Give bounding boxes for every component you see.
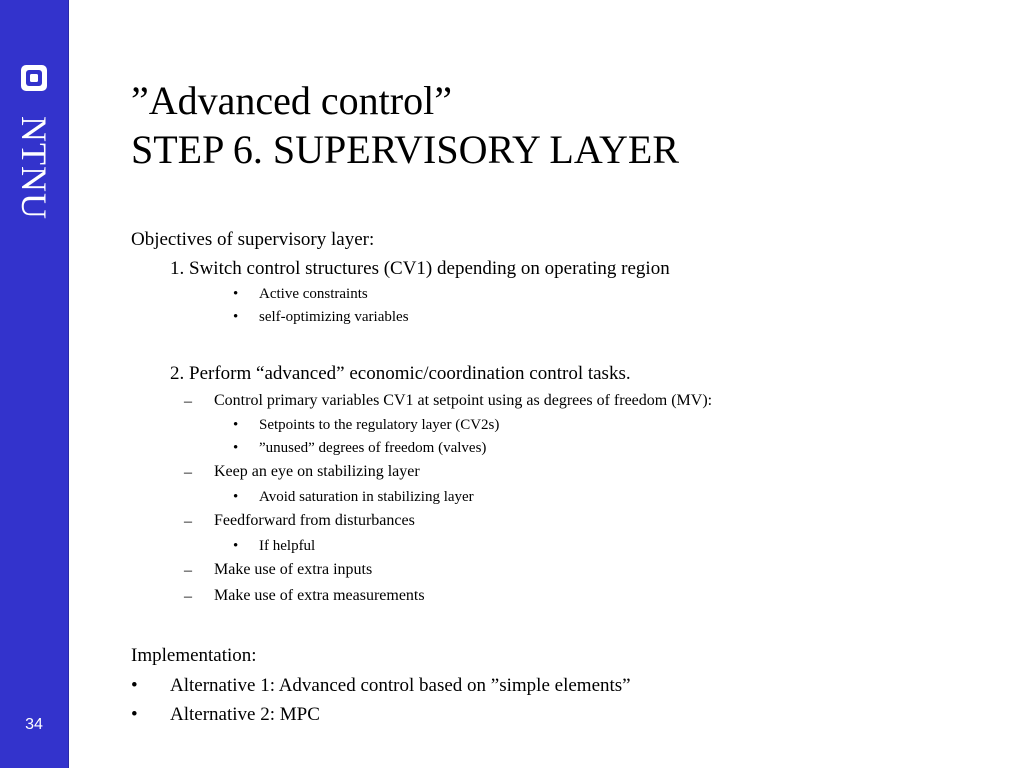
objective-item-2: 2. Perform “advanced” economic/coordination control tasks. xyxy=(170,363,631,384)
implementation-alternative-1: Alternative 1: Advanced control based on ”simple elements” xyxy=(170,675,631,696)
bullet-marker: • xyxy=(233,440,239,456)
slide-title xyxy=(131,76,679,174)
dash-marker: – xyxy=(184,464,192,481)
dash-marker: – xyxy=(184,588,192,605)
dash-marker: – xyxy=(184,562,192,579)
bullet-marker: • xyxy=(233,489,239,505)
implementation-heading: Implementation: xyxy=(131,645,257,666)
bullet-marker: • xyxy=(233,286,239,302)
objective-2-sub-3: Feedforward from disturbances xyxy=(214,512,415,529)
bullet-marker: • xyxy=(131,704,138,725)
dash-marker: – xyxy=(184,513,192,530)
objective-1-bullet-1: Active constraints xyxy=(259,286,368,302)
objective-2-sub-1-bullet-2: ”unused” degrees of freedom (valves) xyxy=(259,440,487,456)
objective-2-sub-1: Control primary variables CV1 at setpoint using as degrees of freedom (MV): xyxy=(214,392,713,409)
bullet-marker: • xyxy=(233,417,239,433)
bullet-marker: • xyxy=(233,538,239,554)
bullet-marker: • xyxy=(233,309,239,325)
sidebar xyxy=(0,0,68,768)
ntnu-logo-icon xyxy=(21,65,47,91)
brand-wordmark: NTNU xyxy=(14,116,54,220)
objective-2-sub-2: Keep an eye on stabilizing layer xyxy=(214,463,420,480)
sidebar-divider xyxy=(68,0,69,768)
title-line-2: STEP 6. SUPERVISORY LAYER xyxy=(131,127,680,172)
bullet-marker: • xyxy=(131,675,138,696)
page-number: 34 xyxy=(25,716,43,733)
objective-2-sub-5: Make use of extra measurements xyxy=(214,587,425,604)
objective-2-sub-1-bullet-1: Setpoints to the regulatory layer (CV2s) xyxy=(259,417,500,433)
objective-2-sub-3-bullet-1: If helpful xyxy=(259,538,316,554)
title-line-1: ”Advanced control” xyxy=(131,78,452,123)
objectives-heading: Objectives of supervisory layer: xyxy=(131,229,375,250)
objective-item-1: 1. Switch control structures (CV1) depending on operating region xyxy=(170,258,670,279)
objective-1-bullet-2: self-optimizing variables xyxy=(259,309,409,325)
implementation-alternative-2: Alternative 2: MPC xyxy=(170,704,320,725)
objective-2-sub-4: Make use of extra inputs xyxy=(214,561,373,578)
dash-marker: – xyxy=(184,393,192,410)
objective-2-sub-2-bullet-1: Avoid saturation in stabilizing layer xyxy=(259,489,474,505)
